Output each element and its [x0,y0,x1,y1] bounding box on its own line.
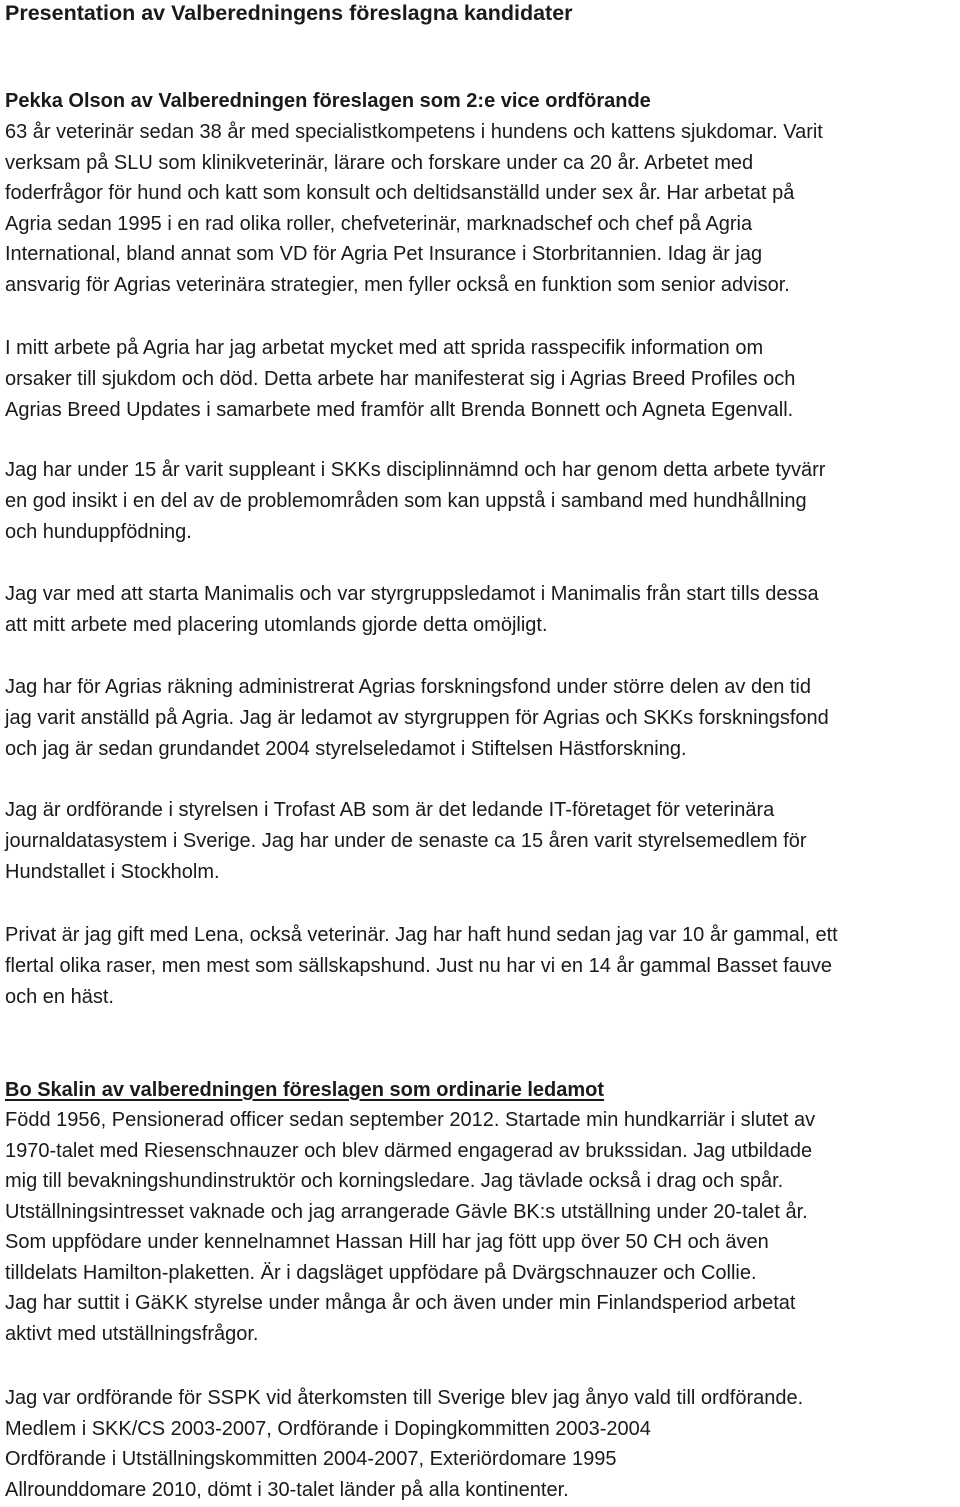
text-line: Utställningsintresset vaknade och jag arrangerade Gävle BK:s utställning under 20-talet år. [5,1200,808,1223]
text-line: ansvarig för Agrias veterinära strategier, men fyller också en funktion som senior advisor. [5,273,790,296]
text-line: att mitt arbete med placering utomlands gjorde detta omöjligt. [5,614,548,636]
text-line: Född 1956, Pensionerad officer sedan september 2012. Startade min hundkarriär i slutet av [5,1109,816,1131]
candidate1-paragraph-3 [5,455,825,548]
text-line: och hunduppfödning. [5,521,192,543]
text-line: en god insikt i en del av de problemområden som kan uppstå i samband med hundhållning [5,490,807,512]
text-line: Allrounddomare 2010, dömt i 30-talet länder på alla kontinenter. [5,1478,569,1501]
text-line: och jag är sedan grundandet 2004 styrelseledamot i Stiftelsen Hästforskning. [5,738,687,760]
text-line: flertal olika raser, men mest som sällskapshund. Just nu har vi en 14 år gammal Basset fauve [5,955,833,977]
text-line: Jag har under 15 år varit suppleant i SKKs disciplinnämnd och har genom detta arbete tyvärr [5,459,826,481]
text-line: Jag var med att starta Manimalis och var styrgruppsledamot i Manimalis från start tills dessa [5,583,819,605]
document-title: Presentation av Valberedningens föreslagna kandidater [5,1,573,25]
text-line: International, bland annat som VD för Agria Pet Insurance i Storbritannien. Idag är jag [5,243,763,265]
candidate1-paragraph-6 [5,795,807,888]
text-line: verksam på SLU som klinikveterinär, lärare och forskare under ca 20 år. Arbetet med [5,151,754,174]
text-line: Jag är ordförande i styrelsen i Trofast AB som är det ledande IT-företaget för veterinära [5,799,775,821]
text-line: och en häst. [5,986,114,1008]
text-line: Medlem i SKK/CS 2003-2007, Ordförande i Dopingkommitten 2003-2004 [5,1417,651,1440]
text-line: jag varit anställd på Agria. Jag är ledamot av styrgruppen för Agrias och SKKs forskningsfond [5,707,829,729]
text-line: tilldelats Hamilton-plaketten. Är i dagsläget uppfödare på Dvärgschnauzer och Collie. [5,1261,757,1284]
candidate1-paragraph-5 [5,672,829,765]
text-line: 63 år veterinär sedan 38 år med specialistkompetens i hundens och kattens sjukdomar. Varit [5,121,823,143]
text-line: 1970-talet med Riesenschnauzer och blev därmed engagerad av brukssidan. Jag utbildade [5,1139,813,1162]
text-line: Jag har suttit i GäKK styrelse under många år och även under min Finlandsperiod arbetat [5,1292,796,1314]
text-line: mig till bevakningshundinstruktör och korningsledare. Jag tävlade också i drag och spår. [5,1170,784,1192]
text-line: Jag har för Agrias räkning administrerat Agrias forskningsfond under större delen av den tid [5,676,811,698]
candidate1-paragraph-7 [5,920,838,1013]
text-line: Hundstallet i Stockholm. [5,861,220,883]
text-line: Privat är jag gift med Lena, också veterinär. Jag har haft hund sedan jag var 10 år gammal, ett [5,924,838,946]
candidate2-heading: Bo Skalin av valberedningen föreslagen som ordinarie ledamot [5,1079,605,1101]
text-line: foderfrågor för hund och katt som konsult och deltidsanställd under sex år. Har arbetat på [5,182,795,204]
text-line: Jag var ordförande för SSPK vid återkomsten till Sverige blev jag ånyo vald till ordförande. [5,1387,804,1409]
text-line: orsaker till sjukdom och död. Detta arbete har manifesterat sig i Agrias Breed Profiles och [5,368,796,390]
text-line: Ordförande i Utställningskommitten 2004-2007, Exteriördomare 1995 [5,1448,617,1470]
candidate2-paragraph-1 [5,1105,815,1349]
candidate2-paragraph-2 [5,1383,803,1505]
text-line: aktivt med utställningsfrågor. [5,1322,259,1345]
candidate1-heading: Pekka Olson av Valberedningen föreslagen som 2:e vice ordförande [5,90,651,112]
candidate1-paragraph-4 [5,579,819,641]
text-line: Agria sedan 1995 i en rad olika roller, chefveterinär, marknadschef och chef på Agria [5,212,753,235]
candidate1-paragraph-2 [5,333,795,426]
candidate1-paragraph-1 [5,117,823,300]
text-line: journaldatasystem i Sverige. Jag har under de senaste ca 15 åren varit styrelsemedlem för [5,830,807,852]
text-line: Som uppfödare under kennelnamnet Hassan Hill har jag fött upp över 50 CH och även [5,1231,769,1253]
text-line: Agrias Breed Updates i samarbete med framför allt Brenda Bonnett och Agneta Egenvall. [5,399,794,421]
text-line: I mitt arbete på Agria har jag arbetat mycket med att sprida rasspecifik information om [5,337,764,359]
